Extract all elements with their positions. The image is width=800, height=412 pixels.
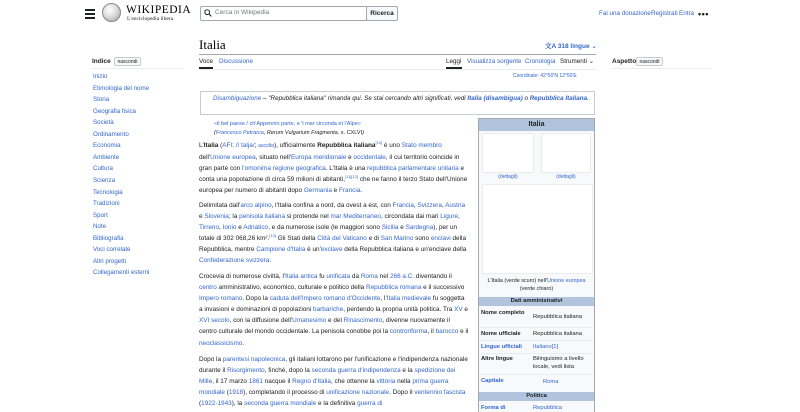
page-title: Italia (199, 37, 226, 52)
article-text: e (462, 306, 468, 314)
article-link[interactable]: vittoria (376, 378, 396, 386)
toc-item[interactable]: Ordinamento (93, 130, 129, 138)
article-link[interactable]: San Marino (380, 235, 414, 243)
article-text: e (346, 154, 354, 162)
article-link[interactable]: 266 a.C. (389, 273, 415, 280)
login-link[interactable]: Entra (679, 10, 695, 17)
toc-item[interactable]: Collegamenti esterni (93, 269, 150, 277)
coordinates-link[interactable]: Coordinate: 42°50'N 12°50'E (513, 73, 577, 79)
article-link[interactable]: centro (199, 284, 217, 292)
translate-icon: 文A (545, 43, 556, 50)
article-paragraph-4 (199, 354, 469, 409)
article-text: e (199, 213, 205, 221)
article-link[interactable]: barbariche (313, 306, 344, 314)
article-text: dell' (199, 154, 211, 162)
infobox-label: Nome ufficiale (481, 331, 521, 337)
tab-visualizza-sorgente[interactable]: Visualizza sorgente (467, 58, 522, 65)
article-link[interactable]: penisola italiana (239, 213, 286, 221)
toc-item[interactable]: Bibliografia (93, 234, 124, 242)
article-text: ( (199, 400, 202, 408)
quote-source: , Rerum Vulgarium Fragmenta (263, 130, 338, 136)
article-link[interactable]: spedizione dei Mille (199, 367, 456, 386)
epigraph-quote: «il bel paese / ch'Appennin parte, e 'l mar circonda et l'Alpe» (Francesco Petrarca, Rerum Vulgarium Fragmenta, s. CXLVI) (214, 121, 364, 136)
article-link[interactable]: Umanesimo (292, 317, 327, 325)
article-text: , circondata dai mari (380, 213, 441, 221)
article-text: e (236, 224, 244, 232)
register-link[interactable]: Registrati (651, 10, 678, 17)
article-text: da (350, 273, 361, 280)
article-text: e il successivo (421, 284, 465, 292)
toc-item[interactable]: Note (93, 223, 107, 231)
article-link[interactable]: Adriatico (243, 224, 269, 232)
toc-item[interactable]: Scienza (93, 176, 116, 184)
hatnote-end: . (587, 95, 589, 102)
article-text: nella (395, 378, 413, 386)
article-text: , finché, dopo la (264, 367, 312, 375)
infobox-section-admin: Dati amministrativi (479, 297, 594, 306)
article-text: ; la (228, 213, 240, 221)
infobox-value: Bilinguismo a livello locale, vedi lista (533, 356, 584, 370)
article-text: ), per un totale di 302 068,26 km². (199, 224, 458, 243)
article-link[interactable]: 1861 (248, 378, 263, 386)
article-link[interactable]: Svizzera (417, 202, 442, 209)
appearance-hide-button[interactable]: nascondi (636, 57, 663, 66)
article-text: , (458, 213, 460, 221)
search-icon (204, 9, 212, 17)
article-link[interactable]: Sardegna (405, 224, 434, 232)
chevron-down-icon: ⌄ (591, 43, 597, 50)
logo-subtitle: L'enciclopedia libera (127, 16, 174, 22)
article-text: , il (427, 328, 436, 336)
toc-item[interactable]: Ambiente (93, 153, 120, 161)
article-text: e di (366, 235, 381, 243)
article-link[interactable]: parentesi napoleonica (222, 356, 286, 363)
article-text: ; (254, 142, 259, 149)
article-link[interactable]: Risorgimento (227, 367, 265, 375)
reference-link[interactable]: [10] (375, 139, 383, 145)
article-text: è uno (382, 142, 402, 149)
article-link[interactable]: l'omonima regione geografica (242, 165, 326, 173)
article-paragraph-2 (199, 200, 469, 267)
wikipedia-globe-logo[interactable] (102, 3, 121, 22)
toc-item[interactable]: Tradizioni (93, 200, 120, 208)
article-link[interactable]: Impero romano (199, 295, 243, 303)
infobox-row-divider (480, 340, 593, 341)
article-link[interactable]: occidentale (353, 154, 386, 162)
article-text: amministrativo, economico, culturale e politico della (216, 284, 366, 292)
article-text: ), completando il processo di (243, 389, 327, 397)
infobox-row-divider (480, 327, 593, 328)
article-text: della Repubblica, mentre (199, 235, 466, 254)
capital-link[interactable]: Capitale (481, 378, 504, 384)
map-caption-prefix: L'Italia (verde scuro) nell' (487, 278, 548, 284)
article-text: sono (413, 235, 431, 243)
infobox-section-politics: Politica (479, 392, 594, 401)
article-link[interactable]: ascolta (258, 143, 275, 149)
coat-details-link[interactable]: (dettagli) (556, 174, 576, 180)
eu-link[interactable]: Unione europea (547, 278, 586, 284)
toc-item[interactable]: Cultura (93, 165, 113, 173)
article-link[interactable]: Stato membro (401, 142, 442, 149)
article-link[interactable]: Tirreno (199, 224, 220, 232)
article-text: e la (400, 367, 415, 375)
italian-language-link[interactable]: Italiano[1] (533, 344, 559, 350)
rome-link[interactable]: Roma (543, 379, 559, 385)
article-text: . Dopo la (242, 295, 270, 303)
article-text: , l' (380, 295, 387, 303)
infobox-title: Italia (479, 119, 594, 131)
article-link[interactable]: repubblica parlamentare unitaria (367, 165, 459, 173)
infobox-value: Repubblica italiana (533, 331, 582, 337)
form-of-government-link[interactable]: Forma di (481, 405, 506, 411)
quote-reference: , s. CXLVI (337, 130, 363, 136)
article-text: . (242, 339, 245, 347)
infobox-row-divider (480, 374, 593, 375)
appearance-divider (612, 68, 712, 69)
article-link[interactable]: Slovenia (204, 213, 229, 221)
article-text: ( (224, 389, 229, 397)
article-link[interactable]: Francia (338, 187, 361, 195)
article-text: e conta una popolazione di circa 59 milioni di abitanti, (199, 165, 465, 184)
tab-voce[interactable]: Voce (199, 58, 214, 65)
toc-item[interactable]: Inizio (93, 73, 108, 80)
article-text: : (232, 142, 236, 149)
map-caption-suffix: (verde chiaro) (519, 286, 554, 292)
article-text: Gli Stati della (276, 235, 318, 243)
language-count: 318 lingue (557, 43, 590, 50)
article-text: , il cui territorio coincide in gran parte con (199, 154, 460, 173)
article-link[interactable]: barocco (435, 328, 459, 336)
article-link[interactable]: Ligure (440, 213, 459, 221)
article-text: L' (199, 142, 204, 149)
article-text: . (269, 257, 272, 265)
article-text: , situato nell' (255, 154, 291, 162)
tab-discussione[interactable]: Discussione (219, 58, 253, 65)
chevron-down-icon: ⌄ (588, 58, 594, 65)
article-link[interactable]: /iˈtalja/ (235, 142, 255, 149)
article-link[interactable]: seconda guerra mondiale (244, 400, 317, 408)
flag-details-link[interactable]: (dettagli) (498, 174, 518, 180)
hatnote-conjunction: o (522, 95, 530, 102)
tab-cronologia[interactable]: Cronologia (525, 58, 556, 65)
article-link[interactable]: Rinascimento (343, 317, 383, 325)
logo-title[interactable]: WIKIPEDIA (126, 4, 192, 16)
article-text: Dopo la (199, 356, 223, 363)
article-text: , divenne nuovamente il centro culturale del mondo occidentale. La penisola conobbe poi la (199, 317, 450, 336)
toc-hide-button[interactable]: nascondi (114, 57, 141, 66)
article-link[interactable]: Sicilia (381, 224, 399, 232)
infobox-row-divider (480, 353, 593, 354)
article-text: . (360, 187, 363, 195)
infobox-label: Nome completo (481, 310, 525, 316)
toc-item[interactable]: Tecnologia (93, 188, 123, 196)
article-link[interactable]: Città del Vaticano (317, 235, 367, 243)
toc-divider (92, 68, 184, 69)
title-divider (199, 54, 596, 55)
article-text: fu soggetta a invasioni e dominazioni di popolazioni (199, 295, 465, 314)
article-text: e (398, 224, 406, 232)
article-text: , gli italiani lottarono per l'unificazione e l'indipendenza nazionale durante il (199, 356, 468, 375)
article-link[interactable]: Regno d'Italia (292, 378, 331, 386)
article-link[interactable]: Roma (360, 273, 378, 280)
article-link[interactable]: 1922-1943 (201, 400, 232, 408)
tabs-divider (199, 69, 596, 70)
language-button[interactable] (545, 41, 597, 50)
tab-leggi[interactable]: Leggi (446, 58, 462, 65)
appearance-title: Aspetto (612, 58, 637, 65)
article-link[interactable]: Europa meridionale (290, 154, 347, 162)
toc-item[interactable]: Altri progetti (93, 257, 127, 265)
tools-label: Strumenti (560, 58, 587, 65)
article-link[interactable]: AFI (222, 142, 233, 149)
article-text: , il 17 marzo (212, 378, 249, 386)
article-link[interactable]: ventennio fascista (414, 389, 466, 397)
donate-link[interactable]: Fai una donazione (599, 10, 651, 17)
reference-link[interactable]: [11][12] (345, 174, 359, 180)
toc-item[interactable]: Economia (93, 142, 121, 150)
article-text: , perdendo la propria unità politica. Tra (343, 306, 455, 314)
article-text: , (219, 224, 223, 232)
flag-image[interactable] (482, 133, 534, 173)
article-link[interactable]: prima guerra mondiale (199, 378, 449, 397)
article-text: , che ottenne la (330, 378, 377, 386)
article-link[interactable]: unificata (326, 273, 351, 280)
article-text: , l'Italia confina a nord, da ovest a est, con (271, 202, 393, 209)
article-text: nel (377, 273, 390, 280)
search-placeholder[interactable]: Cerca in Wikipedia (215, 9, 270, 16)
official-languages-link[interactable]: Lingue ufficiali (481, 344, 522, 350)
article-link[interactable]: seconda guerra d'indipendenza (311, 367, 401, 375)
toc-item[interactable]: Etimologia del nome (93, 84, 150, 92)
toc-item[interactable]: Sport (93, 211, 108, 219)
article-text: nacque il (262, 378, 293, 386)
article-text: Delimitata dall' (199, 202, 241, 209)
article-link[interactable]: mar Mediterraneo (330, 213, 381, 221)
article-text: è un' (305, 246, 321, 254)
article-text: e del (326, 317, 344, 325)
article-link[interactable]: arco alpino (240, 202, 272, 209)
tools-menu[interactable] (560, 58, 594, 65)
article-text: ), la (231, 400, 245, 408)
toc-item[interactable]: Storia (93, 96, 110, 104)
article-link[interactable]: exclave (320, 246, 343, 254)
article-text: ), ufficialmente (274, 142, 318, 149)
article-text: , con la diffusione dell' (229, 317, 293, 325)
article-link[interactable]: Repubblica romana (365, 284, 422, 292)
reference-link[interactable]: [13] (269, 233, 277, 239)
article-text: Repubblica italiana (317, 142, 376, 149)
toc-item[interactable]: Voci correlate (93, 246, 131, 254)
article-text: fu (317, 273, 327, 280)
quote-text[interactable]: «il bel paese / ch'Appennin parte, e 'l mar circonda et l'Alpe» (214, 121, 361, 127)
article-link[interactable]: Austria (445, 202, 466, 209)
article-link[interactable]: guerra di (357, 400, 383, 408)
article-text: diventando il (414, 273, 452, 280)
republic-link[interactable]: Repubblica (533, 405, 563, 411)
search-button[interactable]: Ricerca (366, 6, 398, 21)
quote-author-link[interactable]: Francesco Petrarca (215, 130, 264, 136)
article-link[interactable]: Unione europea (210, 154, 256, 162)
article-paragraph-1 (199, 140, 469, 196)
article-text: ( (218, 142, 223, 149)
location-map-image[interactable] (482, 184, 593, 274)
article-paragraph-3 (199, 271, 469, 349)
article-link[interactable]: Francia (392, 202, 414, 209)
disambiguation-link[interactable]: Disambiguazione (213, 95, 262, 102)
article-text: Italia (203, 142, 219, 149)
more-options-icon[interactable]: ••• (698, 9, 709, 19)
article-link[interactable]: Confederazione svizzera (199, 257, 270, 265)
article-link[interactable]: enclavi (430, 235, 451, 243)
article-text: e (331, 187, 339, 195)
article-text: , (413, 202, 418, 209)
article-text: . Dopo il (389, 389, 415, 397)
coat-of-arms-image[interactable] (541, 133, 591, 173)
disambigua-link[interactable]: Italia (disambigua) (467, 95, 523, 102)
article-text: e la definitiva (316, 400, 358, 408)
article-link[interactable]: Italia medievale (386, 295, 432, 303)
article-text: , e da numerose isole (le maggiori sono (268, 224, 382, 232)
article-link[interactable]: Italia antica (285, 273, 318, 280)
article-text: , (441, 202, 446, 209)
hatnote-body: – "Repubblica italiana" rimanda qui. Se stai cercando altri significati, vedi (261, 95, 468, 102)
infobox-label: Altre lingue (481, 356, 513, 362)
toc-title: Indice (92, 58, 111, 65)
main-menu-icon[interactable] (85, 9, 95, 18)
infobox-value: Repubblica italiana (533, 314, 582, 320)
map-caption (480, 277, 593, 293)
article-link[interactable]: unificazione nazionale (326, 389, 390, 397)
article-text: della Repubblica italiana e un'enclave della (342, 246, 467, 254)
article-text: Crocevia di numerose civiltà, l' (199, 273, 286, 280)
hatnote-text (213, 94, 593, 104)
toc-item[interactable]: Società (93, 119, 114, 127)
article-link[interactable]: 1918 (228, 389, 244, 397)
article-link[interactable]: neoclassicismo (199, 339, 243, 347)
article-text: si protende nel (285, 213, 331, 221)
article-text: . L'Italia è una (325, 165, 368, 173)
article-link[interactable]: Germania (303, 187, 332, 195)
article-link[interactable]: Campione d'Italia (256, 246, 306, 254)
article-link[interactable]: XVI secolo (199, 317, 230, 325)
article-link[interactable]: XV (454, 306, 463, 314)
toc-item[interactable]: Geografia fisica (93, 107, 136, 115)
repubblica-italiana-link[interactable]: Repubblica Italiana (529, 95, 588, 102)
article-text: che ne fanno il terzo Stato dell'Unione europea per numero di abitanti dopo (199, 176, 468, 195)
article-text: e il (458, 328, 469, 336)
article-link[interactable]: controriforma (389, 328, 428, 336)
article-link[interactable]: Ionio (222, 224, 237, 232)
article-link[interactable]: caduta dell'Impero romano d'Occidente (269, 295, 381, 303)
